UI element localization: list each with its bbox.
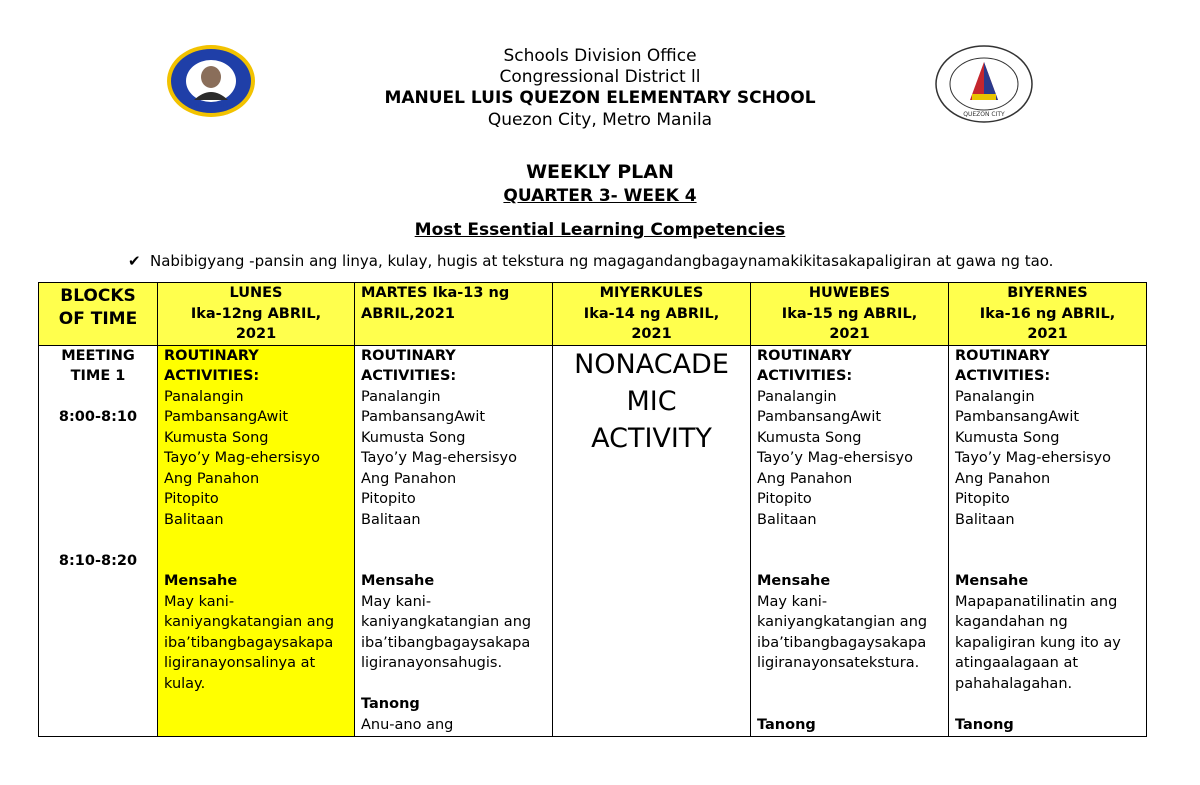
biyernes-activities-cell: ROUTINARY ACTIVITIES: Panalangin PambansangAwit Kumusta Song Tayo’y Mag-ehersisyo Ang Panahon Pitopito Balitaan Mensahe Mapapanatilinatin ang kagandahan ng kapaligiran kung ito ay atingaalagaan at pahahalagahan. Tanong [949,345,1147,736]
division-office-line: Schools Division Office [503,46,697,66]
district-line: Congressional District ll [499,67,701,87]
left-logo-bottom-text: QUEZON CITY [193,103,229,109]
huwebes-activities-cell: ROUTINARY ACTIVITIES: Panalangin PambansangAwit Kumusta Song Tayo’y Mag-ehersisyo Ang Panahon Pitopito Balitaan Mensahe May kani- kaniyangkatangian ang iba’tibangbagaysakapa ligiranayonsatekstura. Tanong [751,345,949,736]
melc-heading: Most Essential Learning Competencies [414,220,786,240]
quarter-week-subtitle: QUARTER 3- WEEK 4 [503,186,697,206]
time-slot-2: 8:10-8:20 [58,552,138,569]
time-block-cell: MEETING TIME 1 8:00-8:10 8:10-8:20 [39,345,158,736]
checkmark-icon: ✔ [128,252,141,270]
table-header-row [39,283,1147,346]
miyerkules-nonacademic-cell: NONACADE MIC ACTIVITY [553,345,751,736]
competency-text: Nabibigyang -pansin ang linya, kulay, hugis at tekstura ng magagandangbagaynamakikitasakapaligiran at gawa ng tao. [150,252,1054,270]
school-name: MANUEL LUIS QUEZON ELEMENTARY SCHOOL [384,88,816,108]
day-header-biyernes: BIYERNES Ika-16 ng ABRIL, 2021 [949,283,1147,346]
day-header-martes: MARTES Ika-13 ng ABRIL,2021 [355,283,553,346]
weekly-plan-table [38,282,1147,737]
day-header-huwebes: HUWEBES Ika-15 ng ABRIL, 2021 [751,283,949,346]
blocks-of-time-header: BLOCKS OF TIME [39,283,158,346]
document-title: WEEKLY PLAN [526,161,674,183]
day-header-lunes: LUNES Ika-12ng ABRIL, 2021 [158,283,355,346]
right-logo-bottom-text: QUEZON CITY [963,111,1005,118]
school-location: Quezon City, Metro Manila [487,110,713,130]
martes-activities-cell: ROUTINARY ACTIVITIES: Panalangin PambansangAwit Kumusta Song Tayo’y Mag-ehersisyo Ang Panahon Pitopito Balitaan Mensahe May kani- kaniyangkatangian ang iba’tibangbagaysakapa ligiranayonsahugis. Tanong Anu-ano ang [355,345,553,736]
day-header-miyerkules: MIYERKULES Ika-14 ng ABRIL, 2021 [553,283,751,346]
competency-item [128,252,1053,270]
time-slot-1: 8:00-8:10 [58,409,138,425]
lunes-activities-cell: ROUTINARY ACTIVITIES: Panalangin PambansangAwit Kumusta Song Tayo’y Mag-ehersisyo Ang Panahon Pitopito Balitaan Mensahe May kani- kaniyangkatangian ang iba’tibangbagaysakapa ligiranayonsalinya at kulay. [158,345,355,736]
meeting-time-row [39,345,1147,736]
